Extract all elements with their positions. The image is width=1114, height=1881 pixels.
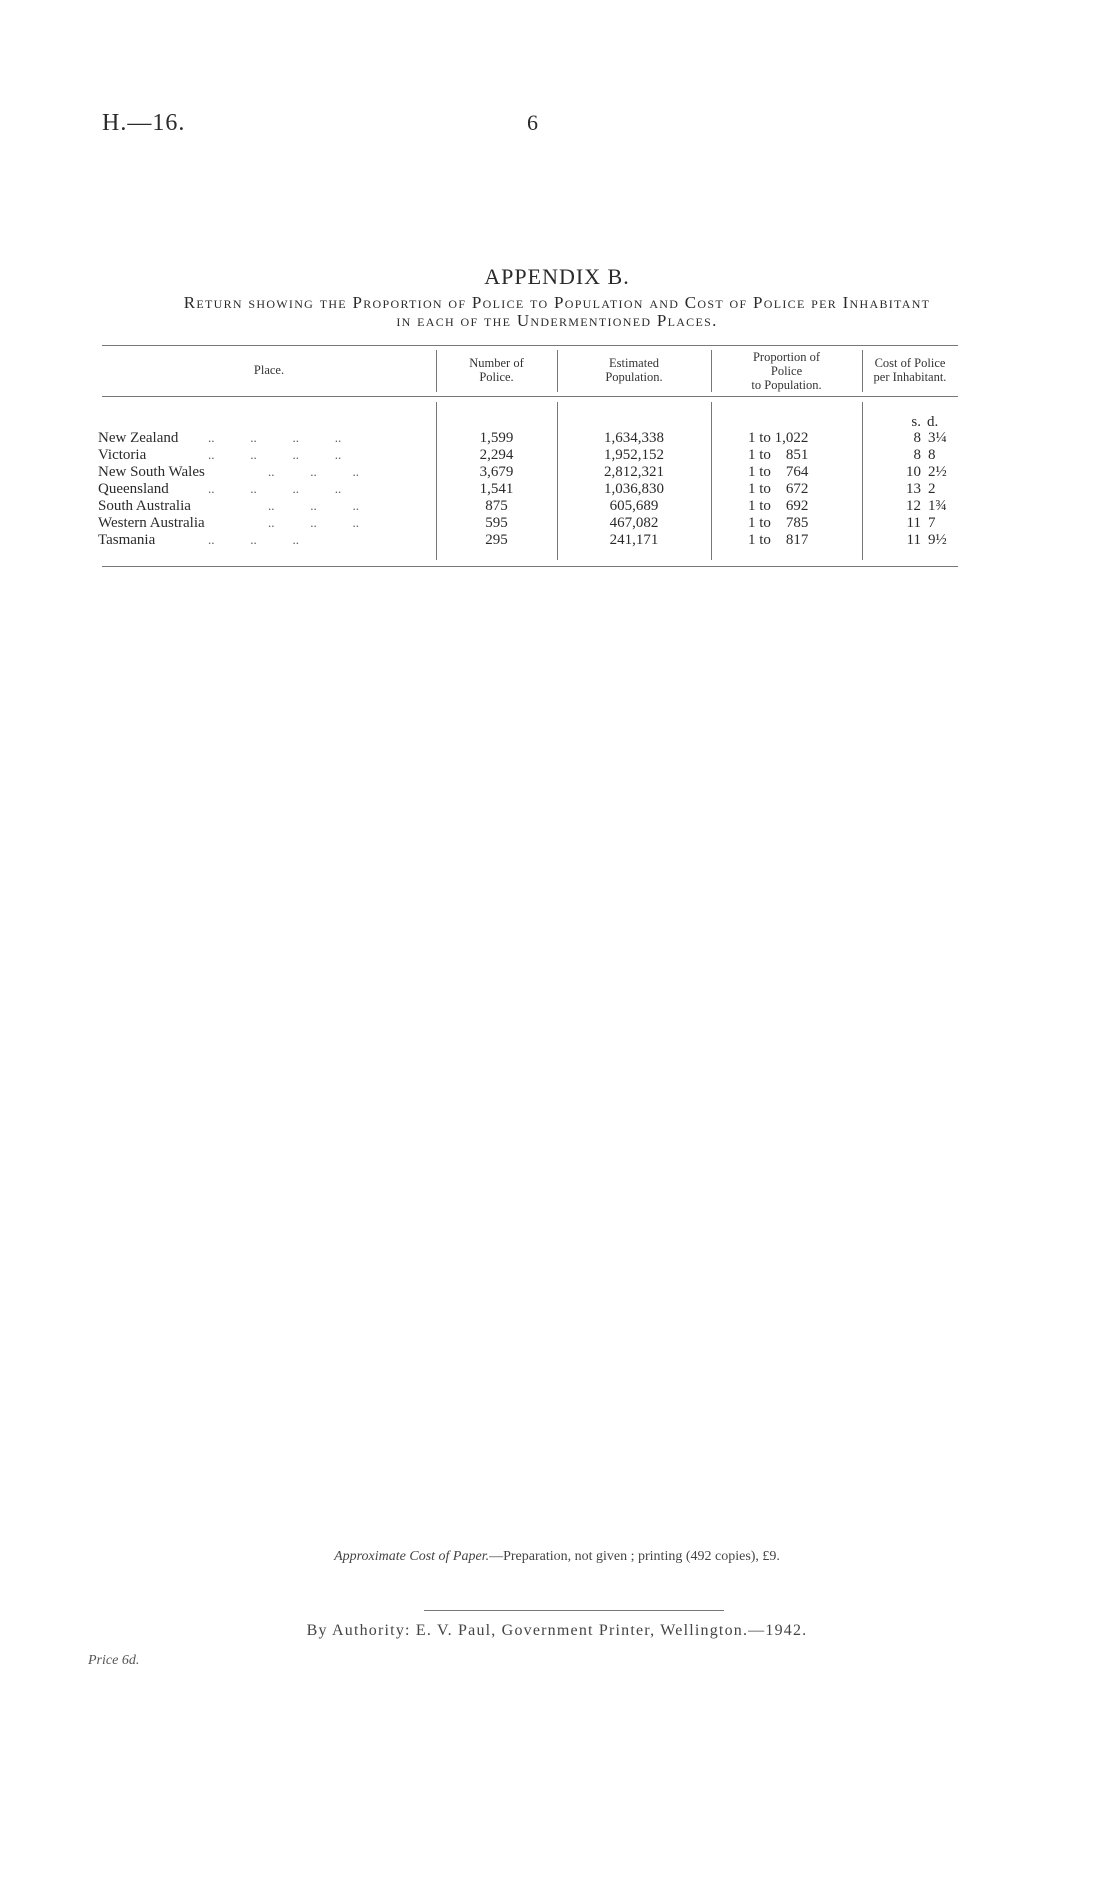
pence-cell: 9½ xyxy=(928,532,947,548)
cost-of-paper-note xyxy=(0,1549,1114,1565)
footer-rule xyxy=(424,1610,724,1611)
population-cell: 605,689 xyxy=(609,498,659,514)
place-cell: New South Wales xyxy=(98,464,205,480)
header-police xyxy=(436,356,557,384)
shillings-cell: 11 xyxy=(906,532,921,548)
place-cell: Western Australia xyxy=(98,515,205,531)
police-cell: 1,599 xyxy=(479,430,514,446)
price-label: Price 6d. xyxy=(88,1653,140,1668)
header-place: Place. xyxy=(253,363,285,377)
population-cell: 1,952,152 xyxy=(604,447,664,463)
population-cell: 1,036,830 xyxy=(604,481,664,497)
shillings-cell: 10 xyxy=(906,464,921,480)
shillings-cell: 8 xyxy=(913,430,921,446)
appendix-heading: APPENDIX B. xyxy=(484,264,630,289)
header-police-line-2: Police. xyxy=(479,370,514,384)
cost-note-label: Approximate Cost of Paper. xyxy=(334,1549,490,1564)
pence-cell: 1¾ xyxy=(928,498,947,514)
header-population-line-2: Population. xyxy=(605,370,663,384)
proportion-cell: 1 to 851 xyxy=(748,447,809,463)
shillings-cell: 11 xyxy=(906,515,921,531)
table-title-line-2: in each of the Undermentioned Places. xyxy=(396,311,718,330)
proportion-cell: 1 to 672 xyxy=(748,481,809,497)
header-bottom-rule xyxy=(102,396,958,397)
page-number: 6 xyxy=(527,110,538,135)
pence-cell: 2 xyxy=(928,481,936,497)
header-proportion-line-1: Proportion of xyxy=(752,350,820,364)
population-cell: 1,634,338 xyxy=(604,430,664,446)
header-proportion-line-3: to Population. xyxy=(751,378,822,392)
header-population-line-1: Estimated xyxy=(609,356,659,370)
leader-dots: .. .. .. xyxy=(208,532,299,547)
proportion-cell: 1 to 764 xyxy=(748,464,809,480)
shillings-cell: 8 xyxy=(913,447,921,463)
pence-unit: d. xyxy=(927,414,939,430)
document-code: H.—16. xyxy=(102,110,186,136)
proportion-cell: 1 to 692 xyxy=(748,498,809,514)
leader-dots: .. .. .. .. xyxy=(208,481,342,496)
shillings-unit: s. xyxy=(911,414,921,430)
table-bottom-rule xyxy=(102,566,958,567)
header-proportion-line-2: Police xyxy=(770,364,803,378)
leader-dots: .. .. .. xyxy=(268,464,359,479)
header-cost-line-1: Cost of Police xyxy=(874,356,946,370)
proportion-cell: 1 to 785 xyxy=(748,515,809,531)
table-top-rule xyxy=(102,345,958,346)
police-cell: 2,294 xyxy=(479,447,514,463)
police-cell: 3,679 xyxy=(479,464,514,480)
population-cell: 2,812,321 xyxy=(604,464,664,480)
police-cell: 1,541 xyxy=(479,481,514,497)
cost-note-text: —Preparation, not given ; printing (492 copies), £9. xyxy=(489,1549,780,1564)
column-divider xyxy=(862,402,863,560)
header-cost xyxy=(862,356,958,384)
place-cell: New Zealand xyxy=(98,430,179,446)
header-population xyxy=(557,356,711,384)
pence-cell: 2½ xyxy=(928,464,947,480)
police-cell: 595 xyxy=(485,515,508,531)
population-cell: 241,171 xyxy=(609,532,659,548)
police-cell: 295 xyxy=(485,532,508,548)
proportion-cell: 1 to 1,022 xyxy=(748,430,809,446)
pence-cell: 7 xyxy=(928,515,936,531)
header-proportion xyxy=(711,350,862,392)
police-cell: 875 xyxy=(485,498,508,514)
place-cell: Victoria xyxy=(98,447,147,463)
pence-cell: 3¼ xyxy=(928,430,947,446)
shillings-cell: 12 xyxy=(906,498,921,514)
leader-dots: .. .. .. .. xyxy=(208,430,342,445)
pence-cell: 8 xyxy=(928,447,936,463)
leader-dots: .. .. .. .. xyxy=(208,447,342,462)
table-title-line-1: Return showing the Proportion of Police to Population and Cost of Police per Inhabitant xyxy=(183,293,931,312)
population-cell: 467,082 xyxy=(609,515,659,531)
place-cell: Queensland xyxy=(98,481,169,497)
printer-imprint: By Authority: E. V. Paul, Government Printer, Wellington.—1942. xyxy=(306,1622,808,1639)
proportion-cell: 1 to 817 xyxy=(748,532,809,548)
header-cost-line-2: per Inhabitant. xyxy=(873,370,947,384)
place-cell: South Australia xyxy=(98,498,191,514)
leader-dots: .. .. .. xyxy=(268,498,359,513)
leader-dots: .. .. .. xyxy=(268,515,359,530)
column-divider xyxy=(711,402,712,560)
shillings-cell: 13 xyxy=(906,481,921,497)
header-police-line-1: Number of xyxy=(469,356,524,370)
place-cell: Tasmania xyxy=(98,532,156,548)
